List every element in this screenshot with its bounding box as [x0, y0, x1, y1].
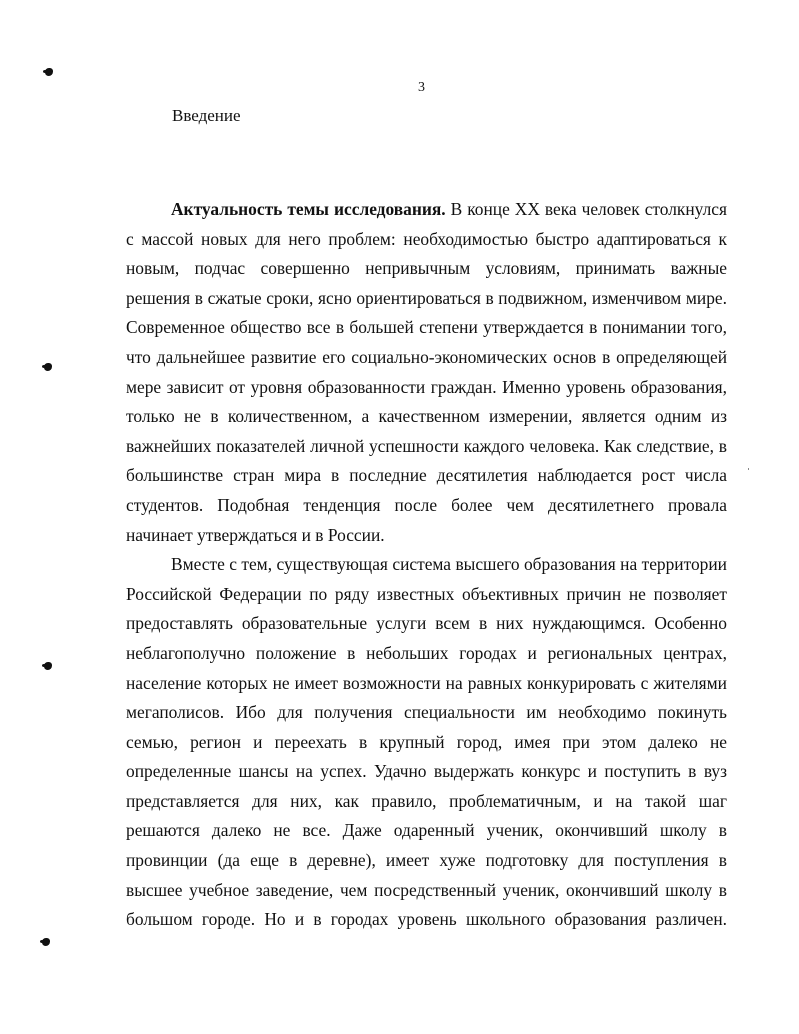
- text-line: высшее учебное заведение, чем посредственный ученик, окончивший школу в: [126, 879, 727, 900]
- text-line: большом городе. Но и в городах уровень школьного образования различен.: [126, 909, 727, 930]
- page-number: 3: [418, 80, 425, 95]
- paragraph-higher-education: [126, 550, 727, 935]
- text-line: только не в количественном, а качественном измерении, является одним из: [126, 406, 727, 427]
- paragraph-relevance: [126, 195, 727, 550]
- text-line: важнейших показателей личной успешности каждого человека. Как следствие, в: [126, 435, 727, 456]
- text-line: новым, подчас совершенно непривычным условиям, принимать важные: [126, 258, 727, 279]
- scan-speck: [748, 468, 749, 470]
- text-line: провинции (да еще в деревне), имеет хуже подготовку для поступления в: [126, 850, 727, 871]
- punch-hole-mark: [45, 68, 53, 76]
- text-line: Вместе с тем, существующая система высшего образования на территории: [171, 554, 727, 575]
- punch-hole-mark: [42, 938, 50, 946]
- text-line: неблагополучно положение в небольших городах и региональных центрах,: [126, 642, 727, 663]
- text-line: семью, регион и переехать в крупный город, имея при этом далеко не: [126, 731, 727, 752]
- text-line: решаются далеко не все. Даже одаренный ученик, окончивший школу в: [126, 820, 727, 841]
- text-line: население которых не имеет возможности на равных конкурировать с жителями: [126, 672, 727, 693]
- text-line: Современное общество все в большей степени утверждается в понимании того,: [126, 317, 727, 338]
- text-line: мере зависит от уровня образованности граждан. Именно уровень образования,: [126, 376, 727, 397]
- body-text: [126, 195, 727, 935]
- text-line: Российской Федерации по ряду известных объективных причин не позволяет: [126, 583, 727, 604]
- text-line: определенные шансы на успех. Удачно выдержать конкурс и поступить в вуз: [126, 761, 727, 782]
- relevance-heading: Актуальность темы исследования.: [171, 199, 446, 219]
- text-line: студентов. Подобная тенденция после более чем десятилетнего провала: [126, 494, 727, 515]
- text-line: что дальнейшее развитие его социально-экономических основ в определяющей: [126, 346, 727, 367]
- punch-hole-mark: [44, 662, 52, 670]
- text-line: мегаполисов. Ибо для получения специальности им необходимо покинуть: [126, 702, 727, 723]
- text-line: представляется для них, как правило, проблематичным, и на такой шаг: [126, 790, 727, 811]
- text-line: предоставлять образовательные услуги всем в них нуждающимся. Особенно: [126, 613, 727, 634]
- text-line: решения в сжатые сроки, ясно ориентироваться в подвижном, изменчивом мире.: [126, 287, 727, 308]
- text-line: большинстве стран мира в последние десятилетия наблюдается рост числа: [126, 465, 727, 486]
- section-title: Введение: [172, 106, 241, 125]
- punch-hole-mark: [44, 363, 52, 371]
- text-line: начинает утверждаться и в России.: [126, 524, 385, 545]
- text-line: Актуальность темы исследования. В конце XX века человек столкнулся: [171, 199, 728, 219]
- text-line: с массой новых для него проблем: необходимостью быстро адаптироваться к: [126, 228, 727, 249]
